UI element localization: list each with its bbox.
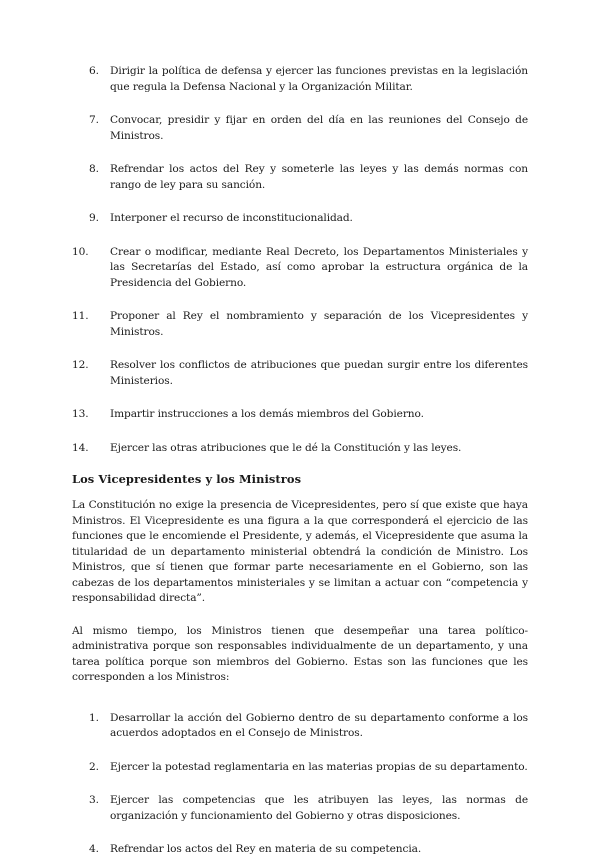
list-number: 1. bbox=[89, 711, 99, 724]
list-item bbox=[72, 760, 528, 776]
list-item-text: Refrendar los actos del Rey y someterle las leyes y las demás normas con rango de ley para su sanción. bbox=[110, 163, 528, 191]
presidente-functions-list bbox=[72, 64, 528, 456]
list-item-text: Convocar, presidir y fijar en orden del día en las reuniones del Consejo de Ministros. bbox=[110, 114, 528, 142]
list-item bbox=[72, 309, 528, 340]
list-item bbox=[72, 211, 528, 227]
list-item bbox=[72, 245, 528, 292]
list-item bbox=[72, 64, 528, 95]
list-item bbox=[72, 441, 528, 457]
list-number: 6. bbox=[89, 65, 99, 77]
list-item bbox=[72, 407, 528, 423]
paragraph: Al mismo tiempo, los Ministros tienen que desempeñar una tarea político-administrativa porque son responsables individualmente de un departamento, y una tarea política porque son miembros del Gobierno. Estas son las funciones que les corresponden a los Ministros: bbox=[72, 624, 528, 683]
list-item-text: Resolver los conflictos de atribuciones que puedan surgir entre los diferentes Ministerios. bbox=[110, 359, 528, 387]
list-item bbox=[72, 162, 528, 193]
list-item-text: Ejercer la potestad reglamentaria en las materias propias de su departamento. bbox=[110, 760, 528, 773]
list-number: 4. bbox=[89, 843, 99, 855]
list-item-text: Proponer al Rey el nombramiento y separación de los Vicepresidentes y Ministros. bbox=[110, 310, 528, 338]
list-item bbox=[72, 793, 528, 824]
list-number: 14. bbox=[72, 441, 89, 454]
list-number: 10. bbox=[72, 245, 89, 258]
list-number: 7. bbox=[89, 114, 99, 126]
list-item-text: Refrendar los actos del Rey en materia de su competencia. bbox=[110, 843, 422, 855]
list-number: 3. bbox=[89, 794, 99, 806]
section-heading: Los Vicepresidentes y los Ministros bbox=[72, 472, 302, 486]
list-item bbox=[72, 358, 528, 389]
list-item-text: Crear o modificar, mediante Real Decreto, los Departamentos Ministeriales y las Secretarías del Estado, así como aprobar la estructura orgánica de la Presidencia del Gobierno. bbox=[110, 245, 528, 289]
list-item bbox=[72, 842, 528, 858]
paragraph: La Constitución no exige la presencia de Vicepresidentes, pero sí que existe que haya Ministros. El Vicepresidente es una figura a la que corresponderá el ejercicio de las funciones que le encomiende el Presidente, y además, el Vicepresidente que asuma la titularidad de un departamento ministerial obtendrá la condición de Ministro. Los Ministros, que sí tienen que formar parte necesariamente en el Gobierno, son las cabezas de los departamentos ministeriales y se limitan a actuar con “competencia y responsabilidad directa”. bbox=[72, 499, 528, 604]
list-number: 8. bbox=[89, 163, 99, 175]
list-item-text: Desarrollar la acción del Gobierno dentro de su departamento conforme a los acuerdos adoptados en el Consejo de Ministros. bbox=[110, 711, 528, 739]
list-number: 9. bbox=[89, 212, 99, 224]
list-item bbox=[72, 711, 528, 742]
list-number: 11. bbox=[72, 310, 89, 322]
list-item-text: Dirigir la política de defensa y ejercer las funciones previstas en la legislación que regula la Defensa Nacional y la Organización Militar. bbox=[110, 65, 528, 93]
list-item-text: Ejercer las competencias que les atribuyen las leyes, las normas de organización y funcionamiento del Gobierno y otras disposiciones. bbox=[110, 794, 528, 822]
ministros-functions-list bbox=[72, 711, 528, 858]
list-item-text: Ejercer las otras atribuciones que le dé la Constitución y las leyes. bbox=[110, 441, 462, 454]
list-item-text: Impartir instrucciones a los demás miembros del Gobierno. bbox=[110, 408, 424, 420]
list-item bbox=[72, 113, 528, 144]
list-number: 2. bbox=[89, 760, 99, 773]
list-item-text: Interponer el recurso de inconstitucionalidad. bbox=[110, 212, 353, 224]
list-number: 12. bbox=[72, 359, 89, 371]
list-number: 13. bbox=[72, 408, 89, 420]
